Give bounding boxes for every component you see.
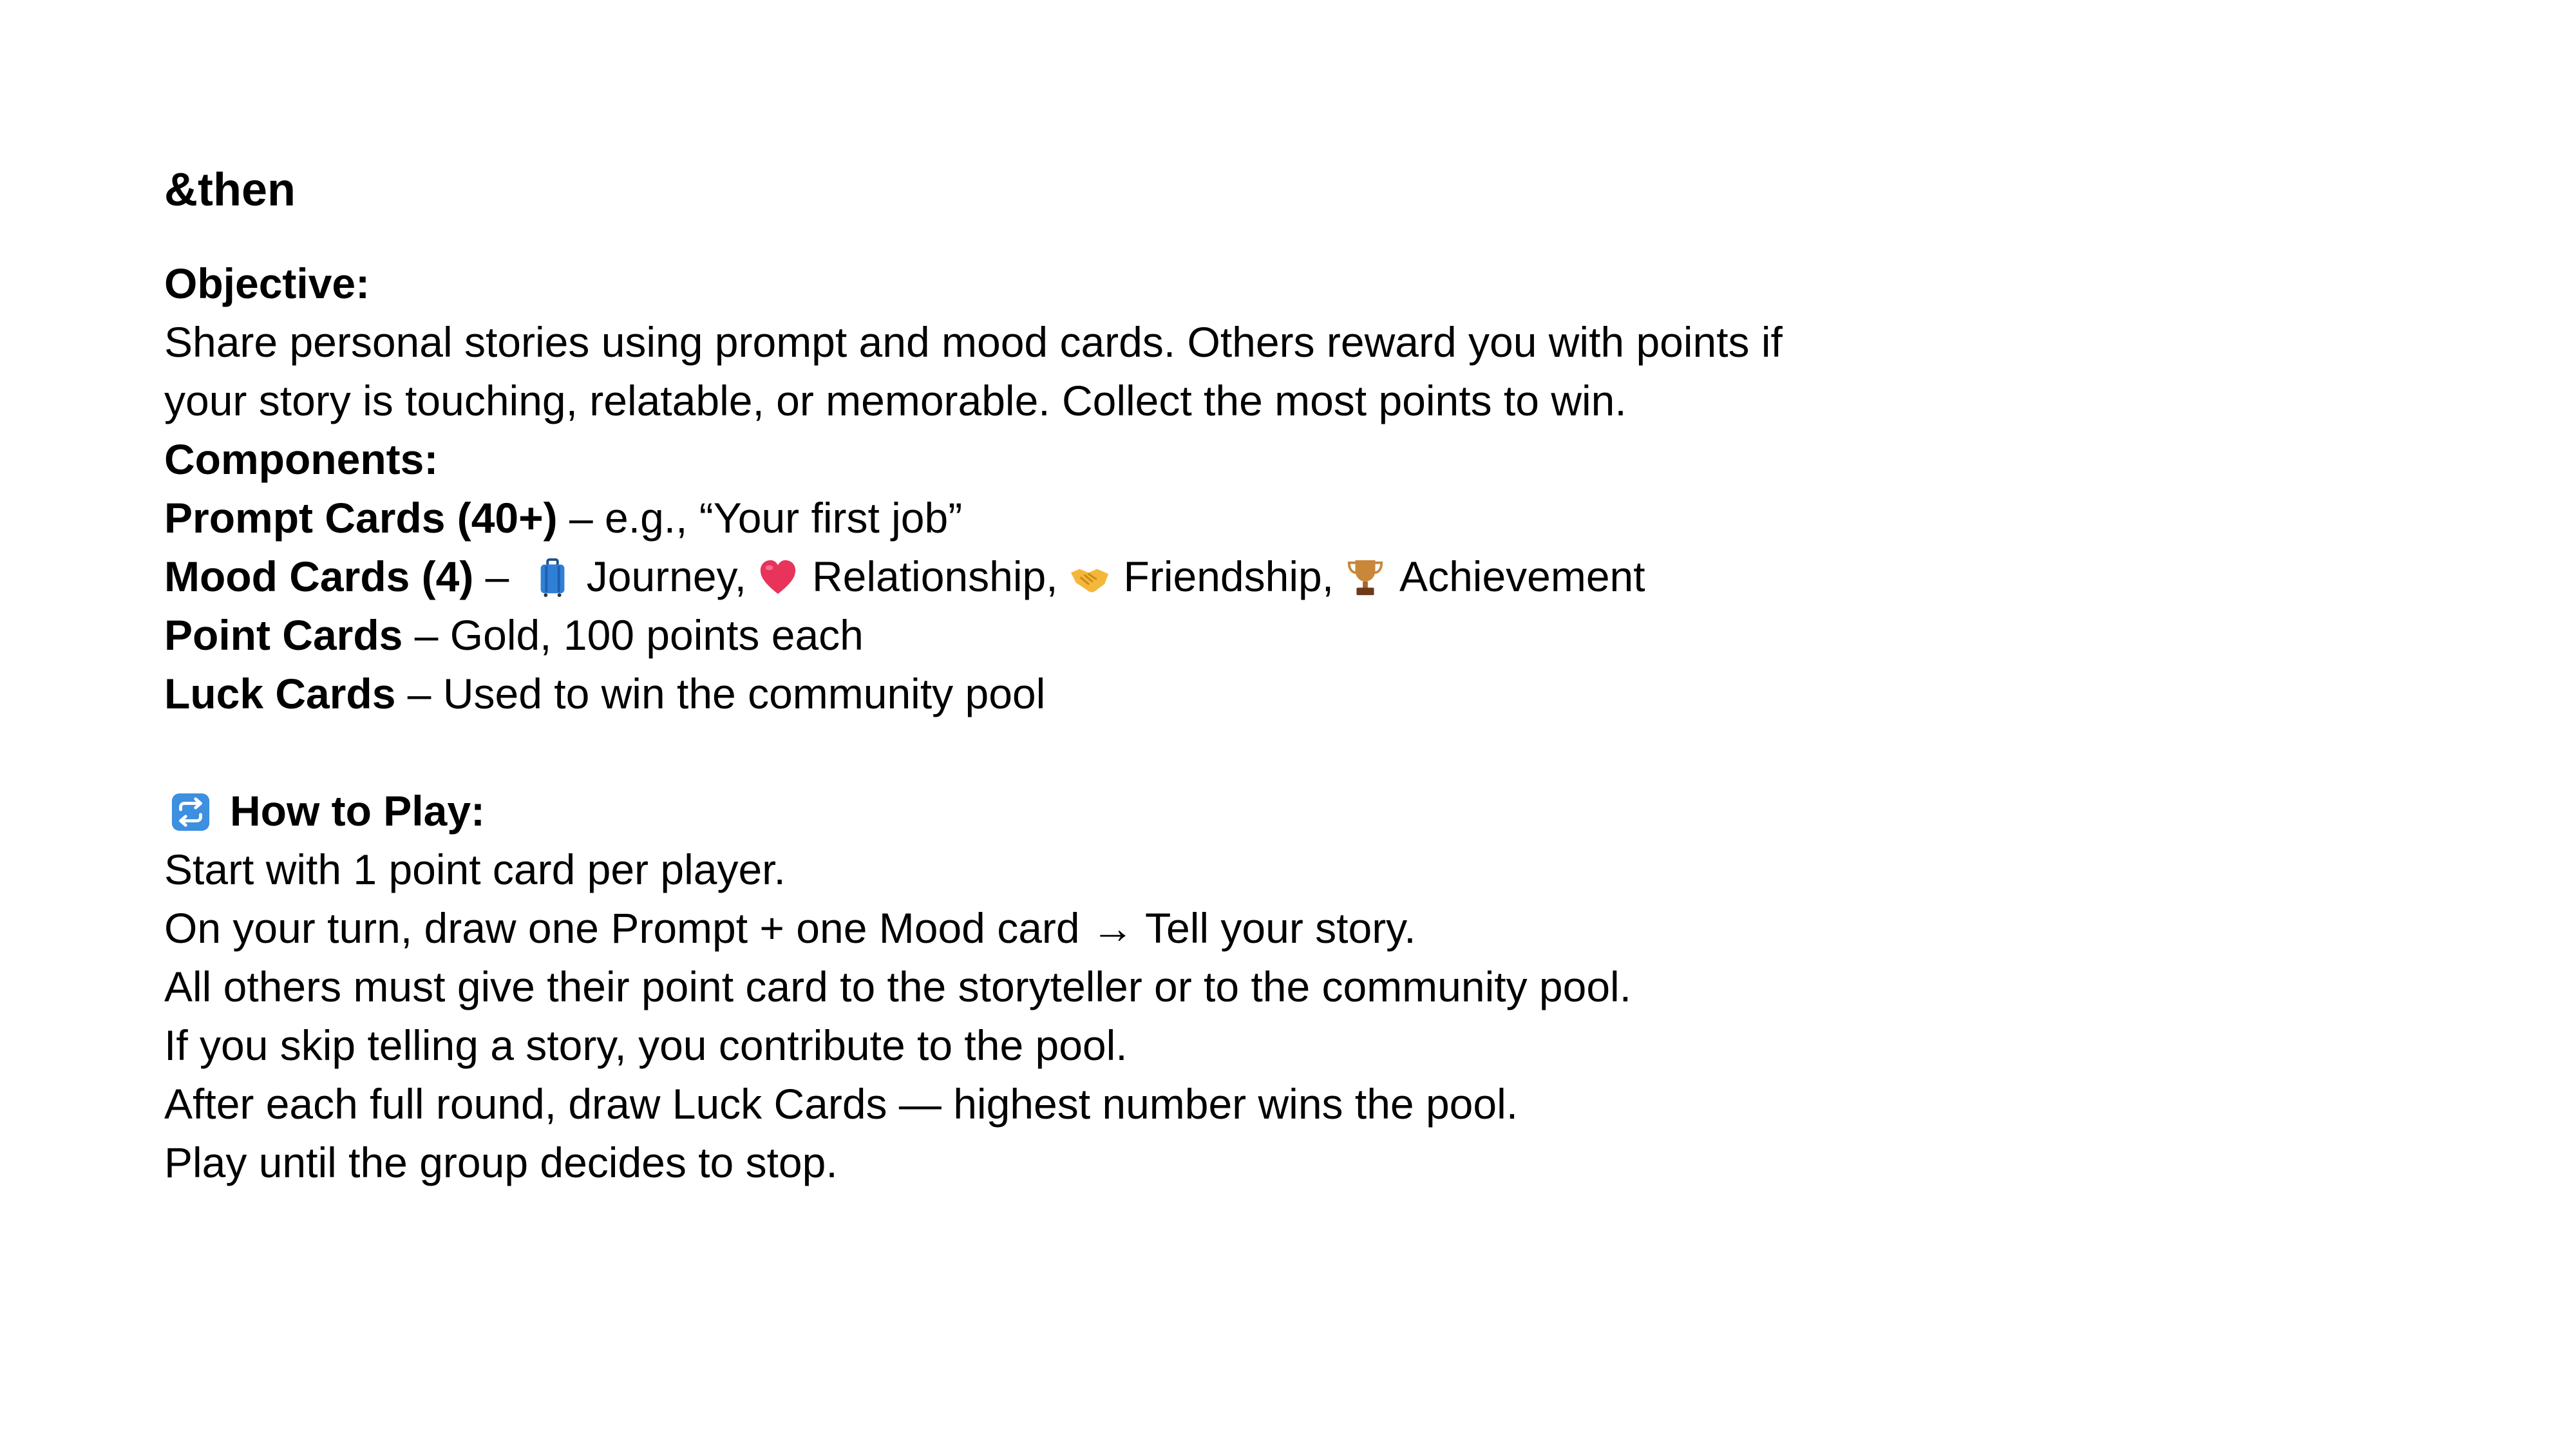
how-to-play-step: Play until the group decides to stop. — [164, 1139, 838, 1186]
mood-item-friendship: Friendship, — [1123, 553, 1334, 600]
document-title: &then — [164, 164, 296, 216]
trophy-icon — [1345, 558, 1385, 598]
mood-item-relationship: Relationship, — [811, 553, 1058, 600]
objective-heading: Objective: — [164, 260, 370, 307]
handshake-icon — [1070, 558, 1110, 598]
how-to-play-step: On your turn, draw one Prompt + one Mood card → Tell your story. — [164, 904, 1416, 952]
heart-icon — [758, 558, 798, 598]
how-to-play-step: Start with 1 point card per player. — [164, 846, 786, 893]
spacer — [164, 723, 2096, 782]
luck-cards-name: Luck Cards — [164, 670, 396, 717]
components-heading: Components: — [164, 435, 439, 483]
point-cards-desc: – Gold, 100 points each — [402, 611, 864, 659]
mood-item-achievement: Achievement — [1399, 553, 1645, 600]
point-cards-name: Point Cards — [164, 611, 403, 659]
point-cards-line — [164, 606, 2096, 665]
how-to-play-heading: How to Play: — [230, 787, 486, 835]
how-to-play-heading-line — [164, 782, 2096, 840]
luggage-icon — [533, 558, 573, 598]
prompt-cards-name: Prompt Cards (40+) — [164, 494, 558, 542]
luck-cards-desc: – Used to win the community pool — [395, 670, 1046, 717]
luck-cards-line — [164, 665, 2096, 723]
prompt-cards-desc: – e.g., “Your first job” — [557, 494, 963, 542]
document-body — [164, 158, 2096, 1192]
mood-cards-line — [164, 547, 2096, 606]
how-to-play-step: All others must give their point card to the storyteller or to the community pool. — [164, 963, 1632, 1010]
prompt-cards-line — [164, 489, 2096, 547]
mood-cards-sep: – — [473, 553, 521, 600]
mood-cards-name: Mood Cards (4) — [164, 553, 474, 600]
how-to-play-step: After each full round, draw Luck Cards — highest number wins the pool. — [164, 1080, 1519, 1128]
mood-item-journey: Journey, — [586, 553, 746, 600]
repeat-icon — [171, 792, 211, 832]
objective-text: Share personal stories using prompt and mood cards. Others reward you with points if your story is touching, relatable, or memorable. Collect the most points to win. — [164, 318, 1783, 424]
how-to-play-step: If you skip telling a story, you contribute to the pool. — [164, 1021, 1128, 1069]
